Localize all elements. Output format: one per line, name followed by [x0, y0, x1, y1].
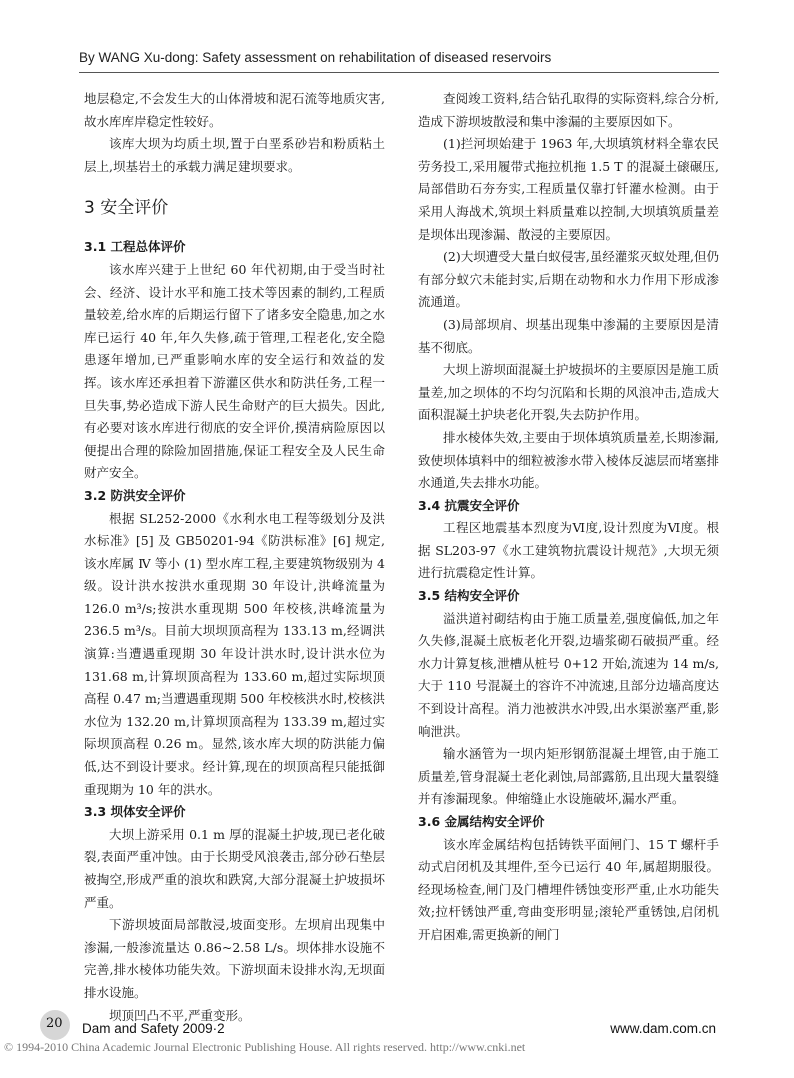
body-paragraph: 排水棱体失效,主要由于坝体填筑质量差,长期渗漏,致使坝体填料中的细粒被渗水带入棱体反滤层而堵塞排水通道,失去排水功能。	[418, 429, 719, 491]
body-paragraph: 该库大坝为均质土坝,置于白垩系砂岩和粉质粘土层上,坝基岩土的承载力满足建坝要求。	[84, 136, 385, 174]
body-paragraph: (1)拦河坝始建于 1963 年,大坝填筑材料全靠农民劳务投工,采用履带式拖拉机拖 1.5 T 的混凝土磙碾压,局部借助石夯夯实,工程质量仅靠打钎灌水检测。由于采用人海战术,筑坝土料质量难以控制,大坝填筑质量差是坝体出现渗漏、散浸的主要原因。	[418, 136, 719, 242]
body-paragraph: 查阅竣工资料,结合钻孔取得的实际资料,综合分析,造成下游坝坡散浸和集中渗漏的主要原因如下。	[418, 91, 719, 129]
page-number: 20	[46, 1016, 63, 1031]
journal-name: Dam and Safety 2009·2	[82, 1021, 225, 1036]
body-paragraph: 坝顶凹凸不平,严重变形。	[109, 1007, 251, 1023]
body-paragraph: 该水库兴建于上世纪 60 年代初期,由于受当时社会、经济、设计水平和施工技术等因素的制约,工程质量较差,给水库的后期运行留下了诸多安全隐患,加之水库已运行 40 年,年久失修,疏于管理,工程老化,安全隐患逐年增加,已严重影响水库的安全运行和效益的发挥。该水库还承担着下游灌区供水和防洪任务,工程一旦失事,势必造成下游人民生命财产的巨大损失。因此,有必要对该水库进行彻底的安全评价,摸清病险原因以便提出合理的除险加固措施,保证工程安全及人民生命财产安全。	[84, 261, 385, 481]
header-rule	[79, 72, 719, 73]
subsection-heading: 3.2 防洪安全评价	[84, 487, 186, 503]
journal-url: www.dam.com.cn	[610, 1021, 716, 1036]
running-title: By WANG Xu-dong: Safety assessment on rehabilitation of diseased reservoirs	[79, 50, 552, 65]
subsection-heading: 3.6 金属结构安全评价	[418, 814, 545, 829]
copyright-notice: © 1994-2010 China Academic Journal Electronic Publishing House. All rights reserved. http://www.cnki.net	[4, 1040, 526, 1054]
subsection-heading: 3.3 坝体安全评价	[84, 804, 186, 820]
subsection-heading: 3.5 结构安全评价	[418, 588, 520, 604]
body-paragraph: 地层稳定,不会发生大的山体滑坡和泥石流等地质灾害,故水库库岸稳定性较好。	[84, 91, 385, 129]
body-paragraph: 下游坝坡面局部散浸,坡面变形。左坝肩出现集中渗漏,一般渗流量达 0.86~2.58 L/s。坝体排水设施不完善,排水棱体功能失效。下游坝面未设排水沟,无坝面排水设施。	[84, 917, 385, 1000]
right-column	[418, 88, 719, 947]
section-heading: 3 安全评价	[84, 198, 169, 219]
left-column	[84, 88, 385, 1027]
body-paragraph: 大坝上游采用 0.1 m 厚的混凝土护坡,现已老化破裂,表面严重冲蚀。由于长期受风浪袭击,部分砂石垫层被掏空,形成严重的浪坎和跌窝,大部分混凝土护坡损坏严重。	[84, 826, 385, 910]
body-paragraph: 溢洪道衬砌结构由于施工质量差,强度偏低,加之年久失修,混凝土底板老化开裂,边墙浆砌石破损严重。经水力计算复核,泄槽从桩号 0+12 开始,流速为 14 m/s,大于 110 号混凝土的容许不冲流速,且部分边墙高度达不到设计高程。消力池被洪水冲毁,出水渠淤塞严重,影响泄洪。	[418, 610, 719, 739]
body-paragraph: 该水库金属结构包括铸铁平面闸门、15 T 螺杆手动式启闭机及其埋件,至今已运行 40 年,属超期服役。经现场检查,闸门及门槽埋件锈蚀变形严重,止水功能失效;拉杆锈蚀严重,弯曲变形明显;滚轮严重锈蚀,启闭机开启困难,需更换新的闸门	[418, 836, 719, 942]
subsection-heading: 3.4 抗震安全评价	[418, 497, 520, 513]
body-paragraph: 输水涵管为一坝内矩形钢筋混凝土埋管,由于施工质量差,管身混凝土老化剥蚀,局部露筋,且出现大量裂缝并有渗漏现象。伸缩缝止水设施破坏,漏水严重。	[418, 746, 719, 807]
body-paragraph: (3)局部坝肩、坝基出现集中渗漏的主要原因是清基不彻底。	[418, 316, 719, 355]
body-paragraph: (2)大坝遭受大量白蚁侵害,虽经灌浆灭蚁处理,但仍有部分蚁穴未能封实,后期在动物和水力作用下形成渗流通道。	[418, 249, 719, 310]
body-paragraph: 大坝上游坝面混凝土护坡损坏的主要原因是施工质量差,加之坝体的不均匀沉陷和长期的风浪冲击,造成大面积混凝土护块老化开裂,失去防护作用。	[418, 362, 719, 423]
body-paragraph: 根据 SL252-2000《水利水电工程等级划分及洪水标准》[5] 及 GB50201-94《防洪标准》[6] 规定,该水库属 Ⅳ 等小 (1) 型水库工程,主要建筑物级别为 4 级。设计洪水按洪水重现期 30 年设计,洪峰流量为 126.0 m³/s;按洪水重现期 500 年校核,洪峰流量为 236.5 m³/s。目前大坝坝顶高程为 133.13 m,经调洪演算:当遭遇重现期 30 年设计洪水时,设计洪水位为 131.68 m,计算坝顶高程为 133.60 m,超过实际坝顶高程 0.47 m;当遭遇重现期 500 年校核洪水时,校核洪水位为 132.20 m,计算坝顶高程为 133.39 m,超过实际坝顶高程 0.26 m。显然,该水库大坝的防洪能力偏低,达不到设计要求。经计算,现在的坝顶高程只能抵御重现期为 10 年的洪水。	[84, 510, 385, 797]
body-paragraph: 工程区地震基本烈度为Ⅵ度,设计烈度为Ⅵ度。根据 SL203-97《水工建筑物抗震设计规范》,大坝无须进行抗震稳定性计算。	[418, 520, 719, 581]
subsection-heading: 3.1 工程总体评价	[84, 239, 186, 255]
